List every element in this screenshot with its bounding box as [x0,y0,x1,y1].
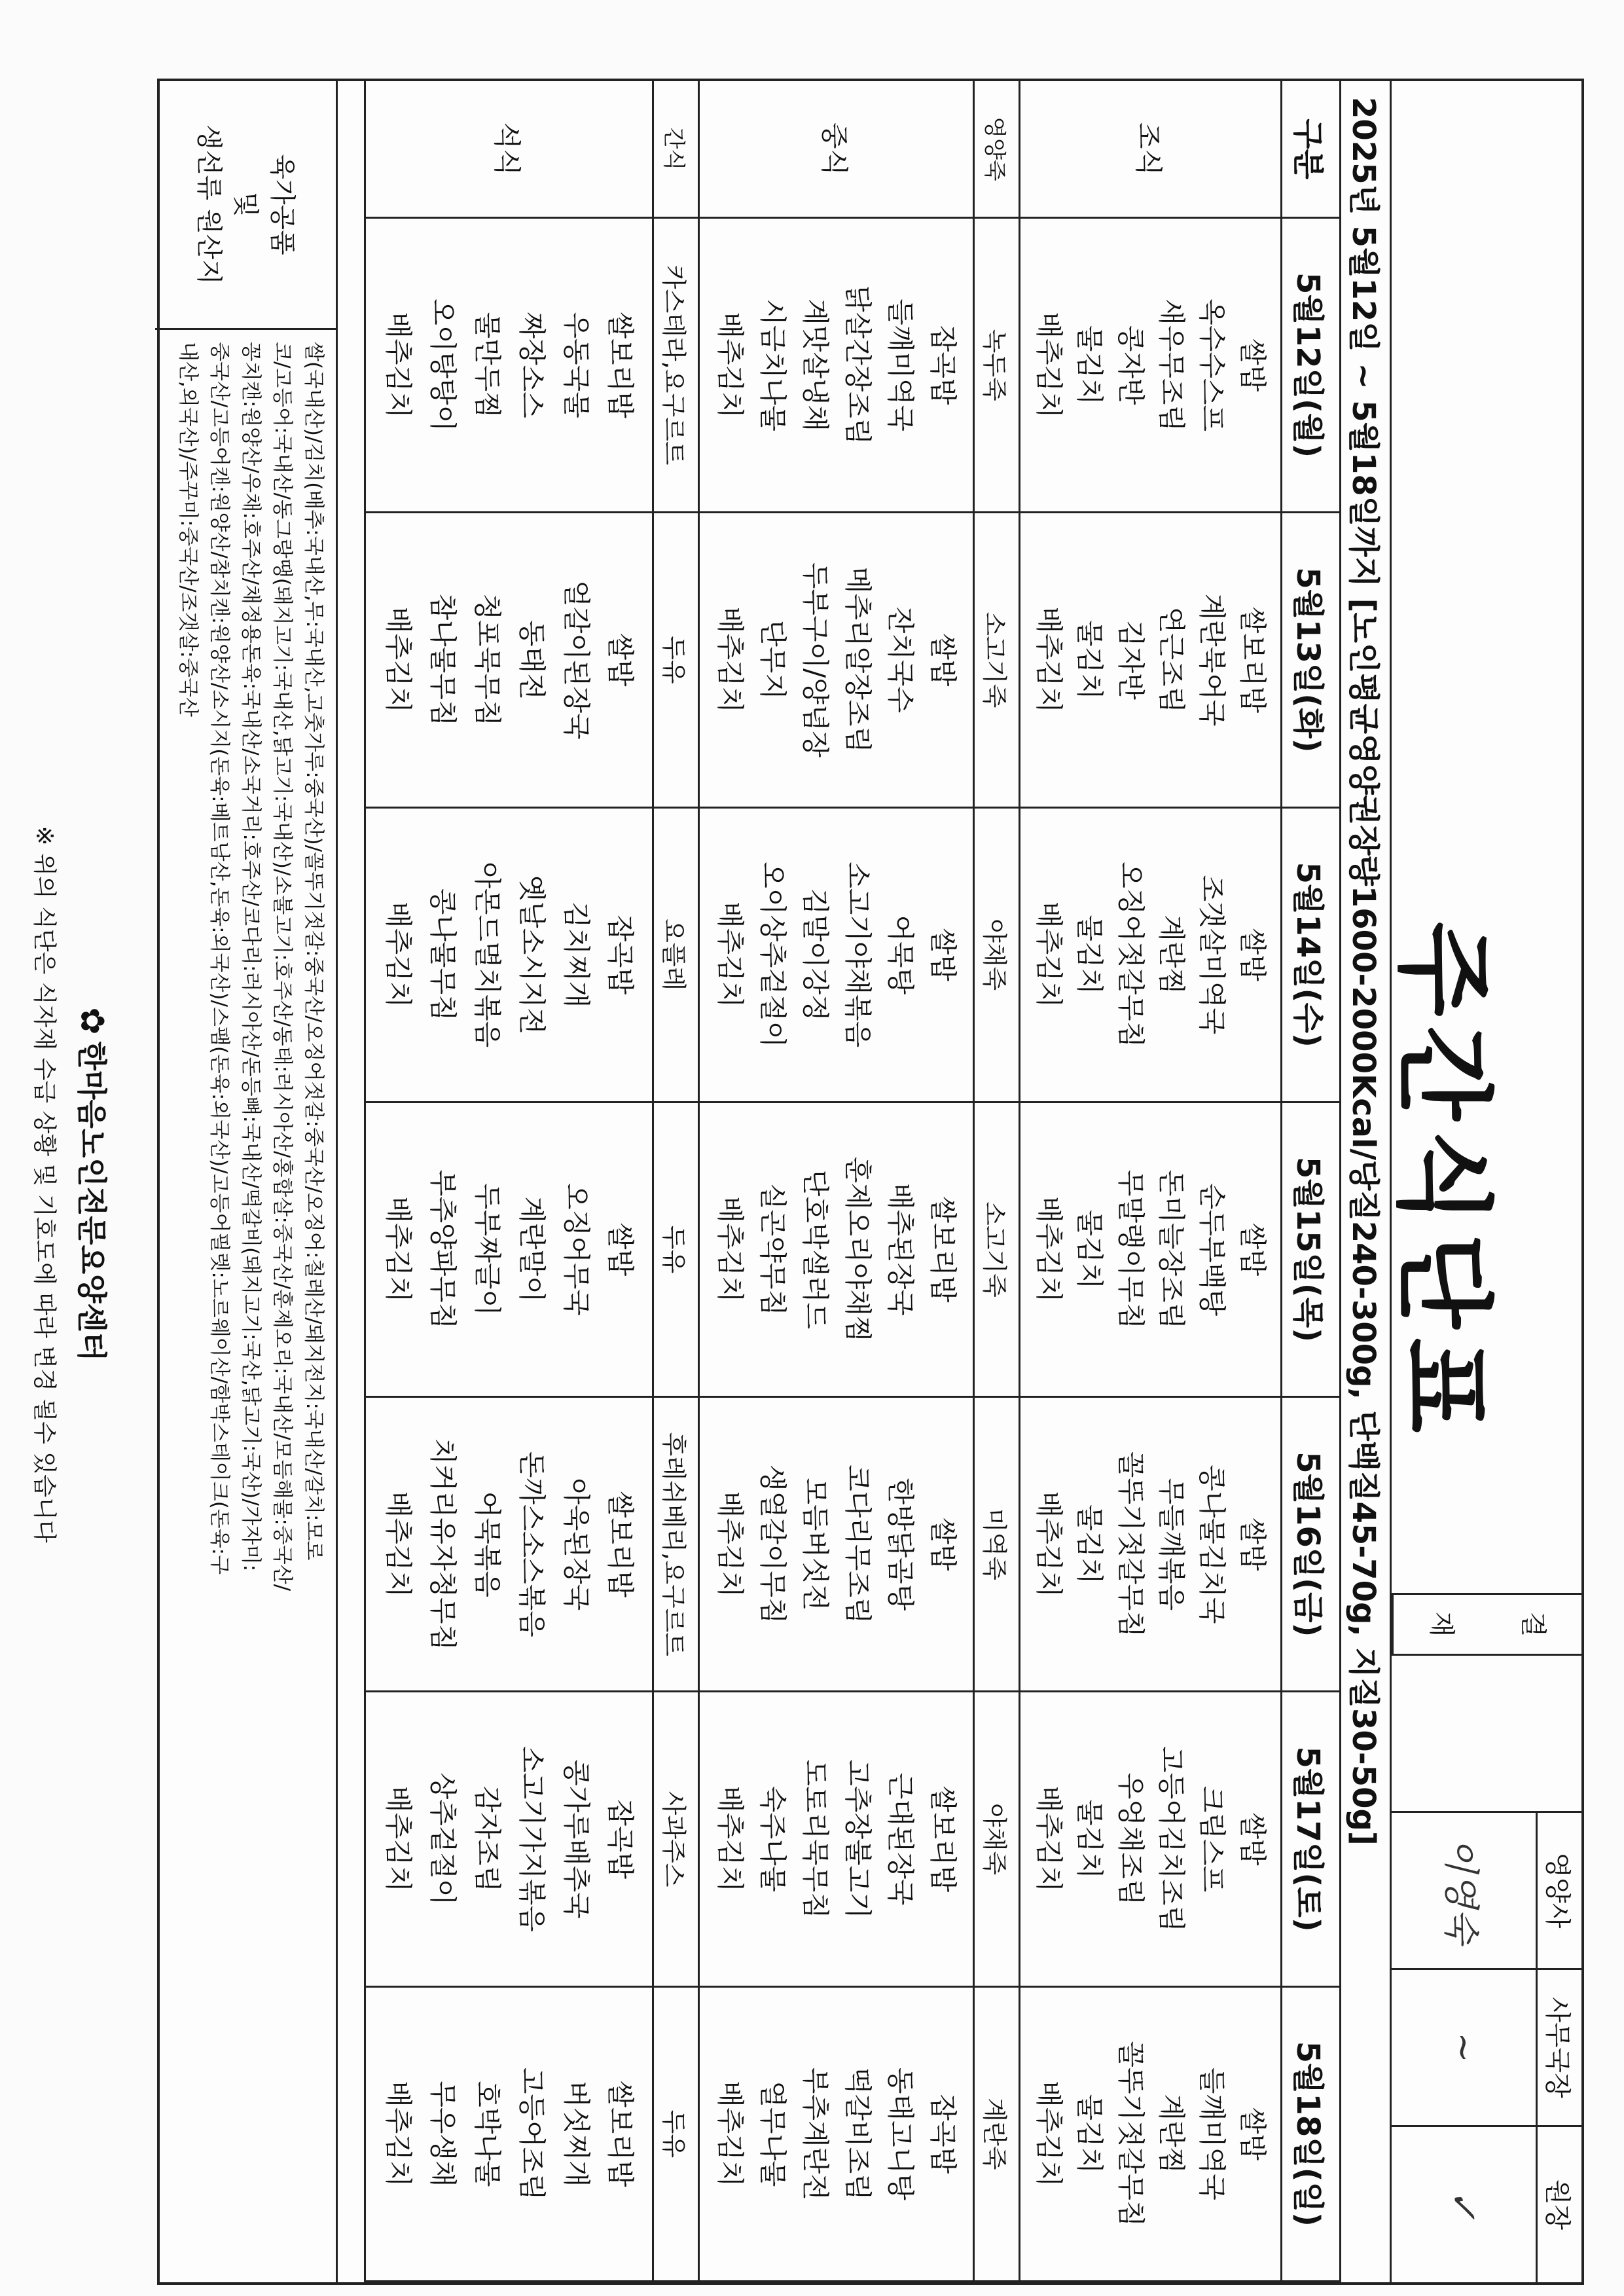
menu-table [364,81,1339,2282]
menu-item: 동태전 [515,620,548,700]
menu-item: 어묵탕 [884,915,917,995]
afternoon_snack-cell: 후레쉬베리,요구르트 [652,1398,698,1692]
menu-item: 배추김치 [382,1785,414,1893]
menu-item: 두부구이/양념장 [799,562,832,757]
menu-item: 물김치 [1074,1799,1106,1879]
menu-sheet [31,79,1584,2285]
morning_snack-cell: 계란죽 [973,1988,1019,2282]
dinner-cell [364,1398,652,1692]
menu-item: 쌀보리밥 [927,1785,960,1893]
day-header: 5월17일(토) [1280,1692,1339,1987]
breakfast-cell [1019,1692,1280,1987]
breakfast-cell [1019,1103,1280,1398]
afternoon_snack-cell: 두유 [652,513,698,808]
menu-item: 쌀밥 [604,633,637,687]
lunch-cell [698,513,973,808]
menu-item: 두부짜글이 [471,1183,503,1316]
menu-item: 고등어김치조림 [1155,1746,1187,1933]
breakfast-cell [1019,513,1280,808]
day-header: 5월16일(금) [1280,1398,1339,1692]
menu-item: 물김치 [1074,325,1106,405]
approval-role-office-manager: 사무국장 [1536,1968,1581,2125]
menu-item: 청포묵무침 [471,593,503,727]
approval-label [1392,1595,1581,1654]
origin-line: 쌀(국내산)/김치(배추:국내산,무:국내산,고춧가루:중국산)/꼴뚜기젓갈:중국산/오징어젓갈:중국산/오징어:칠레산/돼지전지:국내산/갈치:모로 [302,342,325,1561]
menu-item: 메추리알장조림 [842,566,875,753]
menu-item: 도토리묵무침 [799,1759,832,1919]
menu-item: 무우생채 [426,2081,459,2187]
menu-item: 동태고니탕 [884,2067,917,2200]
row-label-morning_snack: 영양죽 [973,81,1019,219]
morning_snack-cell: 소고기죽 [973,1103,1019,1398]
origin-label-line: 및 [230,192,261,217]
menu-item: 배추김치 [1033,1491,1066,1597]
menu-item: 배추김치 [382,1196,414,1303]
menu-item: 잡곡밥 [604,1799,637,1879]
menu-item: 들깨미역국 [1196,2067,1229,2200]
menu-item: 버섯찌개 [560,2081,592,2187]
menu-item: 배추김치 [714,606,747,714]
menu-item: 쌀밥 [1236,2107,1269,2160]
menu-item: 잡곡밥 [604,915,637,995]
menu-item: 쌀밥 [1236,1518,1269,1571]
organization-name-text: 한마음노인전문요양센터 [74,1041,109,1362]
menu-item: 계맛살냉채 [799,299,832,432]
row-label-breakfast: 조식 [1019,81,1280,219]
menu-item: 잡곡밥 [927,325,960,405]
signature-director: ✓ [1392,2125,1536,2282]
menu-item: 아욱된장국 [560,1478,592,1611]
menu-item: 배추김치 [382,312,414,418]
menu-item: 단호박샐러드 [799,1169,832,1330]
menu-item: 배추된장국 [884,1183,917,1316]
menu-item: 소고기야채볶음 [842,862,875,1048]
dinner-cell [364,1692,652,1987]
menu-item: 무들깨볶음 [1155,1478,1187,1611]
menu-item: 쌀밥 [1236,338,1269,392]
menu-item: 콩자반 [1114,325,1147,405]
lunch-cell [698,1398,973,1692]
menu-item: 배추김치 [1033,312,1066,418]
menu-item: 배추김치 [1033,2081,1066,2187]
approval-role-nutritionist: 영양사 [1536,1811,1581,1968]
menu-item: 순두부백탕 [1196,1183,1229,1316]
menu-item: 시금치나물 [757,299,789,432]
menu-item: 소고기가지볶음 [515,1746,548,1933]
menu-item: 김치찌개 [560,902,592,1008]
menu-item: 무말랭이무침 [1114,1169,1147,1330]
origin-label-line: 생선류 원산지 [194,124,224,285]
menu-item: 오이상추겉절이 [757,862,789,1048]
menu-item: 계란북어국 [1196,593,1229,727]
menu-item: 한방닭곰탕 [884,1478,917,1611]
menu-item: 연근조림 [1155,606,1187,714]
menu-item: 닭살간장조림 [842,285,875,445]
approval-label-top: 결 [1518,1611,1549,1637]
menu-item: 배추김치 [1033,1196,1066,1303]
menu-item: 배추김치 [714,1196,747,1303]
lunch-cell [698,219,973,513]
menu-item: 물만두찜 [471,312,503,418]
menu-item: 쌀밥 [927,633,960,687]
menu-item: 콩나물김치국 [1196,1465,1229,1624]
row-label-lunch: 중식 [698,81,973,219]
menu-item: 물김치 [1074,1209,1106,1290]
menu-item: 쌀밥 [1236,1812,1269,1866]
menu-item: 배추김치 [714,1785,747,1893]
menu-item: 계란찜 [1155,2094,1187,2174]
menu-item: 물김치 [1074,2094,1106,2174]
menu-item: 쌀밥 [1236,1222,1269,1277]
day-header: 5월14일(수) [1280,809,1339,1103]
morning_snack-cell: 소고기죽 [973,513,1019,808]
menu-item: 쌀밥 [927,928,960,981]
sheet-header [1386,81,1581,2282]
menu-item: 계란찜 [1155,915,1187,995]
approval-label-bottom: 재 [1426,1611,1457,1637]
breakfast-cell [1019,1398,1280,1692]
menu-item: 새우무조림 [1155,299,1187,432]
approval-box [1392,1593,1581,2282]
menu-item: 콩가루배추국 [560,1759,592,1919]
menu-item: 훈제오리야채찜 [842,1156,875,1343]
breakfast-cell [1019,219,1280,513]
menu-item: 아몬드멸치볶음 [471,862,503,1048]
menu-item: 배추김치 [382,606,414,714]
menu-item: 크림스프 [1196,1785,1229,1893]
signature-office-manager: ~ [1392,1968,1536,2125]
menu-item: 쌀밥 [927,1518,960,1571]
menu-item: 꼴뚜기젓갈무침 [1114,2041,1147,2227]
menu-item: 생열갈이무침 [757,1465,789,1624]
menu-item: 떡갈비조림 [842,2067,875,2200]
afternoon_snack-cell: 두유 [652,1988,698,2282]
origin-line: 꽁치캔:원양산/우채:호주산/채정용돈육:국내산/소국거리:호주산/코다리:러시아산/돈등뼈:국내산/떡갈비(돼지고기:국산,닭고기:국산)/가자미: [238,342,262,1572]
menu-item: 실곤약무침 [757,1183,789,1316]
menu-item: 배추김치 [1033,902,1066,1008]
morning_snack-cell: 녹두죽 [973,219,1019,513]
origin-line: 중국산/고등어캔:원양산/참치캔:원양산/소시지(돈육:베트남산,돈육:외국산)/스팸(돈육:외국산)/고등어필렛:노르웨이산/함박스테이크(돈육:구 [207,342,231,1575]
menu-item: 쌀보리밥 [927,1196,960,1303]
menu-item: 쌀보리밥 [604,312,637,418]
menu-item: 얼갈이된장국 [560,580,592,740]
menu-item: 오징어젓갈무침 [1114,862,1147,1048]
lunch-cell [698,1988,973,2282]
menu-item: 배추김치 [714,312,747,418]
page-title: 주간식단표 [1386,921,1500,1442]
approval-role-director: 원장 [1536,2125,1581,2282]
dinner-cell [364,513,652,808]
lunch-cell [698,809,973,1103]
lunch-cell [698,1103,973,1398]
signature-nutritionist: 이영숙 [1392,1811,1536,1968]
menu-item: 상추겉절이 [426,1772,459,1906]
menu-item: 고등어조림 [515,2067,548,2200]
menu-item: 배추김치 [1033,606,1066,714]
afternoon_snack-cell: 사과주스 [652,1692,698,1987]
breakfast-cell [1019,809,1280,1103]
menu-item: 오이탕탕이 [426,299,459,432]
menu-item: 들깨미역국 [884,299,917,432]
menu-item: 물김치 [1074,620,1106,700]
menu-item: 쌀보리밥 [604,1491,637,1597]
menu-item: 배추김치 [382,1491,414,1597]
origin-line: 코/고등어:국내산/동그랑땡(돼지고기:국내산,닭고기:국내산)/소불고기:호주산/동태:러시아산/홍합살:중국산/훈제오리:국내산/모듬해물:중국산/ [270,342,294,1592]
menu-item: 오징어무국 [560,1183,592,1316]
menu-item: 옛날소시지전 [515,875,548,1034]
morning_snack-cell: 미역죽 [973,1398,1019,1692]
day-header: 5월12일(월) [1280,219,1339,513]
lunch-cell [698,1692,973,1987]
menu-item: 모듬버섯전 [799,1478,832,1611]
menu-item: 참나물무침 [426,593,459,727]
afternoon_snack-cell: 두유 [652,1103,698,1398]
menu-item: 짜장소스 [515,312,548,418]
footer-note: ※ 위의 식단은 식자재 수급 상황 및 기호도에 따라 변경 될수 있습니다 [31,826,58,1543]
menu-item: 배추김치 [714,902,747,1008]
corner-label: 구분 [1280,81,1339,219]
menu-item: 김자반 [1114,620,1147,700]
menu-item: 부추양파무침 [426,1169,459,1330]
menu-item: 단무지 [757,620,789,700]
origin-section [155,81,338,2282]
menu-item: 고추장불고기 [842,1759,875,1919]
row-label-dinner: 석식 [364,81,652,219]
menu-item: 배추김치 [714,2081,747,2187]
menu-item: 배추김치 [1033,1785,1066,1893]
day-header: 5월15일(목) [1280,1103,1339,1398]
menu-item: 치커리유자청무침 [426,1438,459,1651]
menu-item: 부추계란전 [799,2067,832,2200]
dinner-cell [364,809,652,1103]
breakfast-cell [1019,1988,1280,2282]
menu-item: 우동국물 [560,312,592,418]
menu-item: 배추김치 [714,1491,747,1597]
menu-item: 조갯살미역국 [1196,875,1229,1034]
organization-name [72,81,115,2287]
day-header: 5월13일(화) [1280,513,1339,808]
menu-item: 잡곡밥 [927,2094,960,2174]
menu-item: 계란말이 [515,1196,548,1303]
menu-item: 근대된장국 [884,1772,917,1906]
row-label-afternoon_snack: 간식 [652,81,698,219]
menu-item: 어묵볶음 [471,1491,503,1597]
menu-item: 코다리무조림 [842,1465,875,1624]
flower-logo-icon: ✿ [73,1007,111,1035]
menu-item: 옥수수스프 [1196,299,1229,432]
menu-item: 감자조림 [471,1785,503,1893]
menu-item: 호박나물 [471,2081,503,2187]
morning_snack-cell: 야채죽 [973,1692,1019,1987]
dinner-cell [364,1103,652,1398]
menu-item: 물김치 [1074,915,1106,995]
origin-line: 내산,외국산)/주꾸미:중국산/조갯살:중국산 [175,342,200,717]
menu-item: 잔치국수 [884,606,917,714]
origin-text [155,330,336,2282]
menu-item: 열무나물 [757,2081,789,2187]
day-header: 5월18일(일) [1280,1988,1339,2282]
menu-item: 김말이강정 [799,888,832,1021]
menu-item: 꼴뚜기젓갈무침 [1114,1451,1147,1637]
afternoon_snack-cell: 카스테라,요구르트 [652,219,698,513]
menu-item: 돈미늘장조림 [1155,1169,1187,1330]
afternoon_snack-cell: 요플레 [652,809,698,1103]
menu-item: 배추김치 [382,902,414,1008]
menu-item: 쌀밥 [604,1222,637,1277]
menu-item: 콩나물무침 [426,888,459,1021]
menu-item: 우엉채조림 [1114,1772,1147,1906]
menu-item: 쌀보리밥 [1236,606,1269,714]
approval-spare-cell [1392,1654,1581,1811]
menu-item: 쌀보리밥 [604,2081,637,2187]
morning_snack-cell: 야채죽 [973,809,1019,1103]
menu-item: 돈까스소스볶음 [515,1451,548,1637]
menu-item: 쌀밥 [1236,928,1269,981]
origin-label [155,81,336,330]
period-line: 2025년 5월12일 ~ 5월18일까지 [노인평균영양권장량1600-2000Kcal/당질240-300g, 단백질45-70g, 지질30-50g] [1339,81,1392,2282]
menu-item: 숙주나물 [757,1785,789,1893]
menu-item: 배추김치 [382,2081,414,2187]
menu-item: 물김치 [1074,1504,1106,1584]
dinner-cell [364,1988,652,2282]
dinner-cell [364,219,652,513]
origin-label-line: 육가공품 [267,154,297,255]
